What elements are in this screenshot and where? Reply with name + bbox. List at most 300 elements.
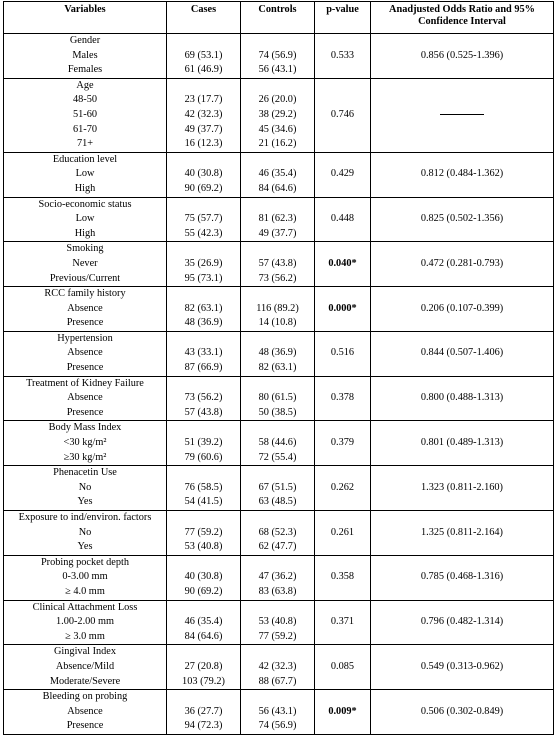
p-value-cell: [315, 331, 371, 376]
p-value: 0.533: [330, 49, 355, 61]
spacer: [315, 34, 370, 49]
cases-value: 16 (12.3): [184, 138, 223, 150]
spacer: [315, 198, 370, 213]
p-value: 0.448: [330, 213, 355, 225]
spacer: [371, 242, 553, 257]
spacer: [371, 511, 553, 526]
controls-value: 42 (32.3): [258, 660, 297, 672]
dash-line: [440, 114, 484, 115]
cases-value: 87 (66.9): [184, 362, 223, 374]
variable-level: 1.00-2.00 mm: [55, 616, 115, 628]
cases-value: 77 (59.2): [184, 526, 223, 538]
variable-cell: [4, 466, 167, 511]
table-row: [4, 376, 554, 421]
p-value-cell: [315, 242, 371, 287]
variable-cell: [4, 152, 167, 197]
p-value-cell: [315, 376, 371, 421]
p-value-cell: [315, 600, 371, 645]
variable-level: Absence: [67, 392, 103, 404]
table-row: [4, 287, 554, 332]
spacer: [241, 601, 314, 616]
cases-value: 79 (60.6): [184, 451, 223, 463]
variable-level: ≥ 3.0 mm: [65, 630, 105, 642]
controls-value: 84 (64.6): [258, 182, 297, 194]
p-value-cell: [315, 466, 371, 511]
spacer: [167, 377, 240, 392]
spacer: [241, 377, 314, 392]
table-row: [4, 645, 554, 690]
variable-title: Smoking: [66, 243, 104, 255]
variable-level: No: [78, 481, 92, 493]
variable-level: Presence: [66, 720, 104, 732]
header-p-value: p-value: [315, 2, 371, 34]
controls-value: 67 (51.5): [258, 481, 297, 493]
table-row: [4, 242, 554, 287]
odds-ratio-value: 0.785 (0.468-1.316): [420, 571, 504, 583]
variable-level: Absence: [67, 302, 103, 314]
spacer: [241, 421, 314, 436]
spacer: [371, 421, 553, 436]
odds-ratio-cell: [371, 466, 554, 511]
odds-ratio-cell: [371, 555, 554, 600]
spacer: [315, 153, 370, 168]
spacer: [167, 34, 240, 49]
cases-cell: [167, 376, 241, 421]
controls-cell: [241, 152, 315, 197]
controls-cell: [241, 78, 315, 152]
cases-value: 53 (40.8): [184, 541, 223, 553]
odds-ratio-cell: [371, 645, 554, 690]
cases-value: 49 (37.7): [184, 123, 223, 135]
controls-value: 62 (47.7): [258, 541, 297, 553]
odds-ratio-value: 0.549 (0.313-0.962): [420, 660, 504, 672]
controls-value: 77 (59.2): [258, 630, 297, 642]
p-value: 0.009*: [328, 705, 357, 717]
controls-cell: [241, 287, 315, 332]
variable-cell: [4, 690, 167, 735]
variable-title: Phenacetin Use: [53, 467, 117, 479]
spacer: [167, 198, 240, 213]
spacer: [315, 377, 370, 392]
table-row: [4, 466, 554, 511]
variable-title: Body Mass Index: [48, 422, 122, 434]
controls-cell: [241, 555, 315, 600]
p-value-cell: [315, 421, 371, 466]
p-value-cell: [315, 197, 371, 242]
cases-cell: [167, 511, 241, 556]
cases-value: 42 (32.3): [184, 108, 223, 120]
p-value: 0.358: [330, 571, 355, 583]
variable-level: Moderate/Severe: [49, 675, 121, 687]
spacer: [167, 287, 240, 302]
spacer: [167, 153, 240, 168]
spacer: [241, 198, 314, 213]
controls-value: 88 (67.7): [258, 675, 297, 687]
controls-value: 46 (35.4): [258, 168, 297, 180]
cases-cell: [167, 287, 241, 332]
spacer: [371, 556, 553, 571]
header-row: [4, 2, 554, 34]
controls-value: 53 (40.8): [258, 616, 297, 628]
odds-ratio-value: 0.812 (0.484-1.362): [420, 168, 504, 180]
variable-title: Gingival Index: [53, 646, 117, 658]
spacer: [371, 332, 553, 347]
table-body: [4, 34, 554, 735]
variable-level: Yes: [77, 541, 93, 553]
cases-value: 95 (73.1): [184, 272, 223, 284]
cases-cell: [167, 645, 241, 690]
spacer: [241, 645, 314, 660]
p-value: 0.378: [330, 392, 355, 404]
spacer: [315, 645, 370, 660]
odds-ratio-value: 0.801 (0.489-1.313): [420, 437, 504, 449]
variable-level: 0-3.00 mm: [62, 571, 108, 583]
spacer: [167, 466, 240, 481]
cases-value: 69 (53.1): [184, 49, 223, 61]
p-value-cell: [315, 152, 371, 197]
table-row: [4, 34, 554, 79]
spacer: [241, 332, 314, 347]
spacer: [167, 79, 240, 94]
controls-cell: [241, 690, 315, 735]
spacer: [167, 242, 240, 257]
variable-level: Absence/Mild: [55, 660, 115, 672]
variable-cell: [4, 287, 167, 332]
odds-ratio-value: 0.206 (0.107-0.399): [420, 302, 504, 314]
spacer: [315, 79, 370, 94]
cases-value: 23 (17.7): [184, 94, 223, 106]
controls-value: 80 (61.5): [258, 392, 297, 404]
controls-value: 116 (89.2): [256, 302, 299, 314]
variable-title: RCC family history: [44, 288, 126, 300]
spacer: [167, 556, 240, 571]
spacer: [241, 287, 314, 302]
variable-level: 71+: [76, 138, 94, 150]
spacer: [315, 93, 370, 108]
controls-value: 63 (48.5): [258, 496, 297, 508]
spacer: [371, 287, 553, 302]
variable-title: Exposure to ind/environ. factors: [18, 512, 152, 523]
cases-value: 51 (39.2): [184, 437, 223, 449]
spacer: [167, 332, 240, 347]
p-value: 0.371: [330, 616, 355, 628]
p-value: 0.429: [330, 168, 355, 180]
p-value: 0.261: [330, 526, 355, 538]
cases-cell: [167, 78, 241, 152]
spacer: [371, 645, 553, 660]
p-value-cell: [315, 511, 371, 556]
spacer: [241, 511, 314, 526]
variable-title: Probing pocket depth: [40, 556, 130, 568]
controls-value: 57 (43.8): [258, 257, 297, 269]
controls-value: 82 (63.1): [258, 362, 297, 374]
variable-cell: [4, 376, 167, 421]
spacer: [371, 153, 553, 168]
controls-cell: [241, 197, 315, 242]
spacer: [167, 421, 240, 436]
table-row: [4, 690, 554, 735]
variable-level: Males: [72, 49, 98, 61]
spacer: [241, 242, 314, 257]
odds-ratio-cell: [371, 511, 554, 556]
spacer: [371, 79, 553, 94]
variable-cell: [4, 34, 167, 79]
header-controls: Controls: [241, 2, 315, 34]
cases-value: 75 (57.7): [184, 213, 223, 225]
p-value-cell: [315, 34, 371, 79]
cases-cell: [167, 331, 241, 376]
variable-level: Previous/Current: [49, 272, 121, 284]
variable-cell: [4, 78, 167, 152]
controls-value: 26 (20.0): [258, 94, 297, 106]
variable-level: Presence: [66, 406, 104, 418]
controls-value: 72 (55.4): [258, 451, 297, 463]
odds-ratio-cell: [371, 690, 554, 735]
cases-value: 55 (42.3): [184, 227, 223, 239]
cases-value: 48 (36.9): [184, 317, 223, 329]
variable-title: Clinical Attachment Loss: [32, 601, 138, 613]
odds-ratio-placeholder: [371, 108, 553, 123]
spacer: [167, 690, 240, 705]
odds-ratio-cell: [371, 421, 554, 466]
controls-value: 83 (63.8): [258, 585, 297, 597]
variable-title: Education level: [52, 153, 118, 165]
p-value-cell: [315, 78, 371, 152]
cases-value: 57 (43.8): [184, 406, 223, 418]
spacer: [315, 466, 370, 481]
variable-cell: [4, 511, 167, 556]
cases-cell: [167, 600, 241, 645]
spacer: [315, 511, 370, 526]
cases-value: 27 (20.8): [184, 660, 223, 672]
cases-value: 84 (64.6): [184, 630, 223, 642]
variable-cell: [4, 555, 167, 600]
variable-level: 51-60: [72, 108, 98, 120]
cases-value: 76 (58.5): [184, 481, 223, 493]
table-row: [4, 555, 554, 600]
variable-title: Hypertension: [57, 332, 113, 344]
odds-ratio-value: 0.506 (0.302-0.849): [420, 705, 504, 717]
spacer: [371, 601, 553, 616]
variable-level: Females: [67, 64, 103, 76]
odds-ratio-value: 1.323 (0.811-2.160): [421, 481, 503, 493]
controls-cell: [241, 376, 315, 421]
controls-value: 74 (56.9): [258, 49, 297, 61]
spacer: [167, 511, 240, 526]
odds-ratio-cell: [371, 78, 554, 152]
p-value-cell: [315, 287, 371, 332]
p-value-cell: [315, 555, 371, 600]
table-row: [4, 78, 554, 152]
spacer: [315, 690, 370, 705]
cases-value: 40 (30.8): [184, 168, 223, 180]
odds-ratio-cell: [371, 287, 554, 332]
controls-value: 74 (56.9): [258, 720, 297, 732]
table-row: [4, 152, 554, 197]
spacer: [371, 690, 553, 705]
cases-value: 40 (30.8): [184, 571, 223, 583]
controls-value: 49 (37.7): [258, 227, 297, 239]
variable-level: 48-50: [72, 94, 98, 106]
controls-cell: [241, 34, 315, 79]
variable-level: Low: [75, 168, 95, 180]
header-cases: Cases: [167, 2, 241, 34]
spacer: [241, 79, 314, 94]
variable-title: Bleeding on probing: [42, 691, 128, 703]
controls-cell: [241, 600, 315, 645]
spacer: [241, 153, 314, 168]
results-table: [3, 1, 554, 735]
controls-value: 48 (36.9): [258, 347, 297, 359]
variable-level: ≥30 kg/m²: [63, 451, 107, 463]
odds-ratio-cell: [371, 600, 554, 645]
controls-value: 73 (56.2): [258, 272, 297, 284]
variable-level: Presence: [66, 362, 104, 374]
cases-value: 35 (26.9): [184, 257, 223, 269]
controls-value: 58 (44.6): [258, 437, 297, 449]
odds-ratio-cell: [371, 34, 554, 79]
controls-value: 45 (34.6): [258, 123, 297, 135]
cases-value: 94 (72.3): [184, 720, 223, 732]
variable-level: Presence: [66, 317, 104, 329]
p-value: 0.000*: [328, 302, 357, 314]
variable-level: Low: [75, 213, 95, 225]
controls-value: 38 (29.2): [258, 108, 297, 120]
p-value: 0.516: [330, 347, 355, 359]
p-value: 0.379: [330, 437, 355, 449]
controls-value: 56 (43.1): [258, 705, 297, 717]
variable-level: <30 kg/m²: [63, 437, 107, 449]
cases-value: 103 (79.2): [182, 675, 225, 687]
variable-cell: [4, 242, 167, 287]
spacer: [315, 287, 370, 302]
table-row: [4, 600, 554, 645]
cases-cell: [167, 555, 241, 600]
controls-value: 81 (62.3): [258, 213, 297, 225]
odds-ratio-value: 0.825 (0.502-1.356): [420, 213, 504, 225]
cases-value: 43 (33.1): [184, 347, 223, 359]
table-row: [4, 421, 554, 466]
variable-level: 61-70: [72, 123, 98, 135]
spacer: [315, 601, 370, 616]
variable-cell: [4, 421, 167, 466]
variable-level: No: [78, 526, 92, 538]
odds-ratio-cell: [371, 331, 554, 376]
controls-cell: [241, 511, 315, 556]
odds-ratio-value: 0.472 (0.281-0.793): [420, 257, 504, 269]
cases-value: 73 (56.2): [184, 392, 223, 404]
controls-value: 14 (10.8): [258, 317, 297, 329]
header-odds-ratio: Anadjusted Odds Ratio and 95% Confidence Interval: [371, 2, 554, 34]
variable-level: High: [74, 182, 96, 194]
controls-value: 47 (36.2): [258, 571, 297, 583]
table-row: [4, 511, 554, 556]
variable-cell: [4, 197, 167, 242]
p-value: 0.040*: [328, 257, 357, 269]
table-row: [4, 197, 554, 242]
variable-level: High: [74, 227, 96, 239]
controls-value: 50 (38.5): [258, 406, 297, 418]
controls-value: 21 (16.2): [258, 138, 297, 150]
spacer: [371, 198, 553, 213]
odds-ratio-value: 0.800 (0.488-1.313): [420, 392, 504, 404]
spacer: [315, 556, 370, 571]
odds-ratio-cell: [371, 376, 554, 421]
cases-value: 46 (35.4): [184, 616, 223, 628]
spacer: [315, 332, 370, 347]
cases-cell: [167, 690, 241, 735]
odds-ratio-value: 0.856 (0.525-1.396): [420, 49, 504, 61]
spacer: [371, 34, 553, 49]
variable-cell: [4, 331, 167, 376]
variable-level: Absence: [67, 705, 103, 717]
cases-value: 61 (46.9): [184, 64, 223, 76]
cases-cell: [167, 466, 241, 511]
spacer: [371, 377, 553, 392]
cases-cell: [167, 197, 241, 242]
spacer: [241, 690, 314, 705]
cases-value: 90 (69.2): [184, 585, 223, 597]
odds-ratio-value: 0.844 (0.507-1.406): [420, 347, 504, 359]
odds-ratio-value: 0.796 (0.482-1.314): [420, 616, 504, 628]
variable-title: Age: [76, 79, 94, 91]
cases-value: 82 (63.1): [184, 302, 223, 314]
variable-cell: [4, 600, 167, 645]
cases-cell: [167, 421, 241, 466]
spacer: [167, 601, 240, 616]
spacer: [241, 466, 314, 481]
spacer: [315, 242, 370, 257]
variable-title: Gender: [69, 35, 101, 46]
controls-cell: [241, 331, 315, 376]
cases-cell: [167, 242, 241, 287]
header-variables: Variables: [4, 2, 167, 34]
p-value: 0.746: [330, 108, 355, 120]
variable-level: Never: [72, 257, 98, 269]
odds-ratio-cell: [371, 152, 554, 197]
cases-value: 54 (41.5): [184, 496, 223, 508]
variable-level: ≥ 4.0 mm: [65, 585, 105, 597]
controls-cell: [241, 645, 315, 690]
table-row: [4, 331, 554, 376]
odds-ratio-cell: [371, 242, 554, 287]
controls-cell: [241, 242, 315, 287]
p-value-cell: [315, 645, 371, 690]
controls-value: 56 (43.1): [258, 64, 297, 76]
cases-value: 90 (69.2): [184, 182, 223, 194]
odds-ratio-cell: [371, 197, 554, 242]
variable-title: Socio-economic status: [38, 198, 132, 210]
variable-level: Absence: [67, 347, 103, 359]
p-value: 0.085: [330, 660, 355, 672]
odds-ratio-value: 1.325 (0.811-2.164): [421, 526, 503, 538]
controls-cell: [241, 466, 315, 511]
variable-cell: [4, 645, 167, 690]
spacer: [371, 466, 553, 481]
cases-cell: [167, 34, 241, 79]
cases-value: 36 (27.7): [184, 705, 223, 717]
controls-value: 68 (52.3): [258, 526, 297, 538]
controls-cell: [241, 421, 315, 466]
cases-cell: [167, 152, 241, 197]
spacer: [167, 645, 240, 660]
p-value: 0.262: [330, 481, 355, 493]
spacer: [241, 34, 314, 49]
p-value-cell: [315, 690, 371, 735]
spacer: [241, 556, 314, 571]
spacer: [315, 421, 370, 436]
spacer: [371, 93, 553, 108]
